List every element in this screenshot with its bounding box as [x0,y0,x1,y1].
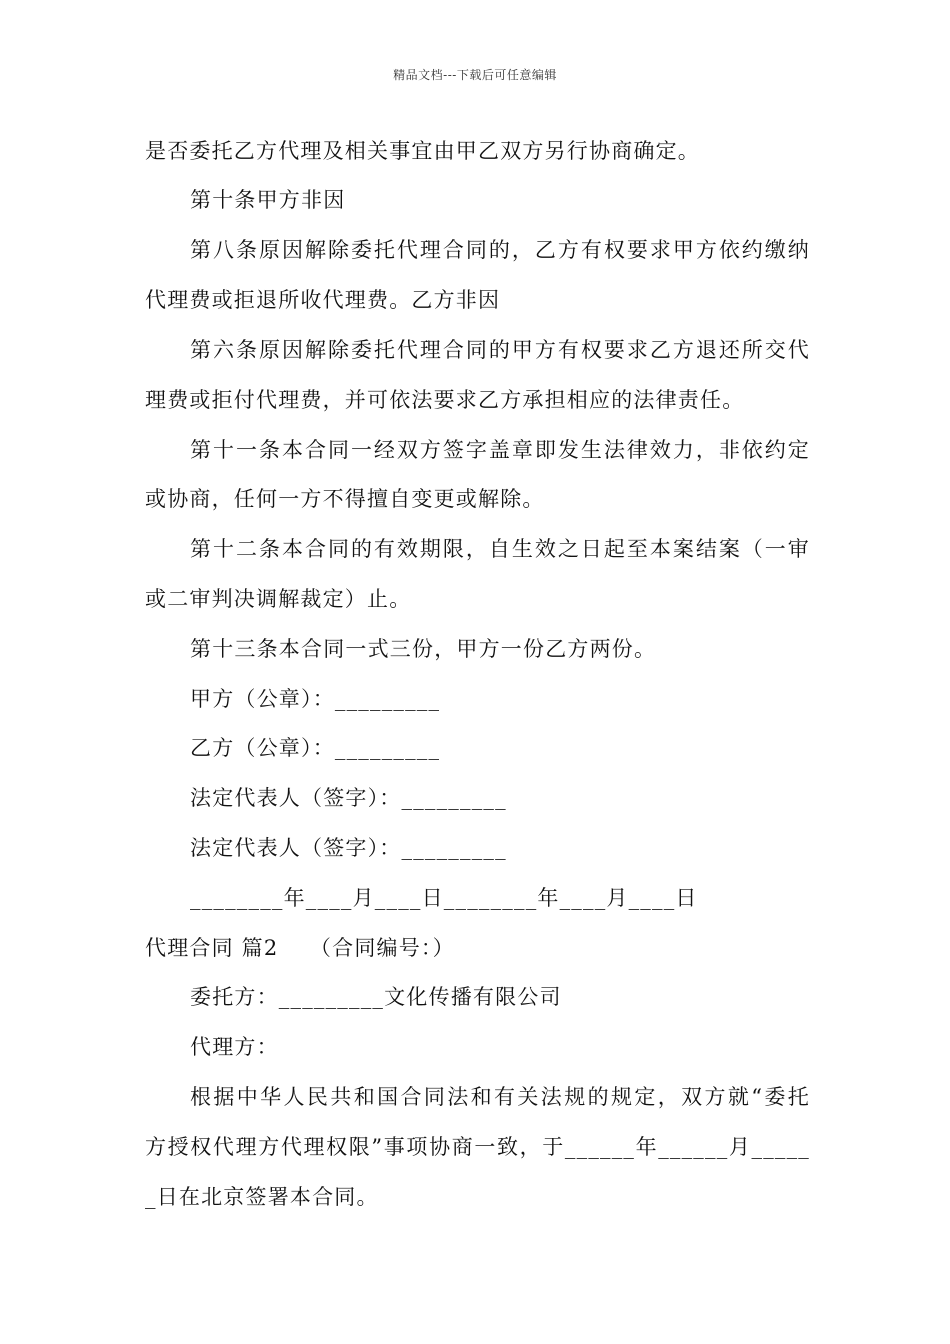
page-header: 精品文档---下载后可任意编辑 [393,68,557,82]
signature-line-representative-a: 法定代表人（签字）：_________ [190,786,507,810]
paragraph-line: 第十一条本合同一经双方签字盖章即发生法律效力，非依约定 [190,438,810,462]
paragraph-line: 根据中华人民共和国合同法和有关法规的规定，双方就“委托 [190,1085,810,1109]
paragraph-line: 第十条甲方非因 [190,188,346,212]
paragraph-line: 理费或拒付代理费，并可依法要求乙方承担相应的法律责任。 [145,388,745,412]
paragraph-line: 第十二条本合同的有效期限，自生效之日起至本案结案（一审 [190,537,810,561]
date-line: ________年____月____日________年____月____日 [190,886,698,910]
paragraph-line: 第六条原因解除委托代理合同的甲方有权要求乙方退还所交代 [190,338,810,362]
paragraph-line: 是否委托乙方代理及相关事宜由甲乙双方另行协商确定。 [145,139,700,163]
paragraph-line: 代理费或拒退所收代理费。乙方非因 [145,288,501,312]
signature-line-party-a: 甲方（公章）：_________ [190,687,441,711]
paragraph-line: 第八条原因解除委托代理合同的，乙方有权要求甲方依约缴纳 [190,238,810,262]
paragraph-line: 委托方：_________文化传播有限公司 [190,985,562,1009]
paragraph-line: _日在北京签署本合同。 [145,1185,379,1209]
signature-line-representative-b: 法定代表人（签字）：_________ [190,836,507,860]
paragraph-line: 第十三条本合同一式三份，甲方一份乙方两份。 [190,637,657,661]
paragraph-line: 或协商，任何一方不得擅自变更或解除。 [145,487,545,511]
signature-line-party-b: 乙方（公章）：_________ [190,736,441,760]
paragraph-line: 代理方： [190,1035,279,1059]
paragraph-line: 或二审判决调解裁定）止。 [145,587,412,611]
section-title: 代理合同 篇2 （合同编号：） [145,936,455,960]
paragraph-line: 方授权代理方代理权限”事项协商一致，于______年______月_____ [145,1135,810,1159]
